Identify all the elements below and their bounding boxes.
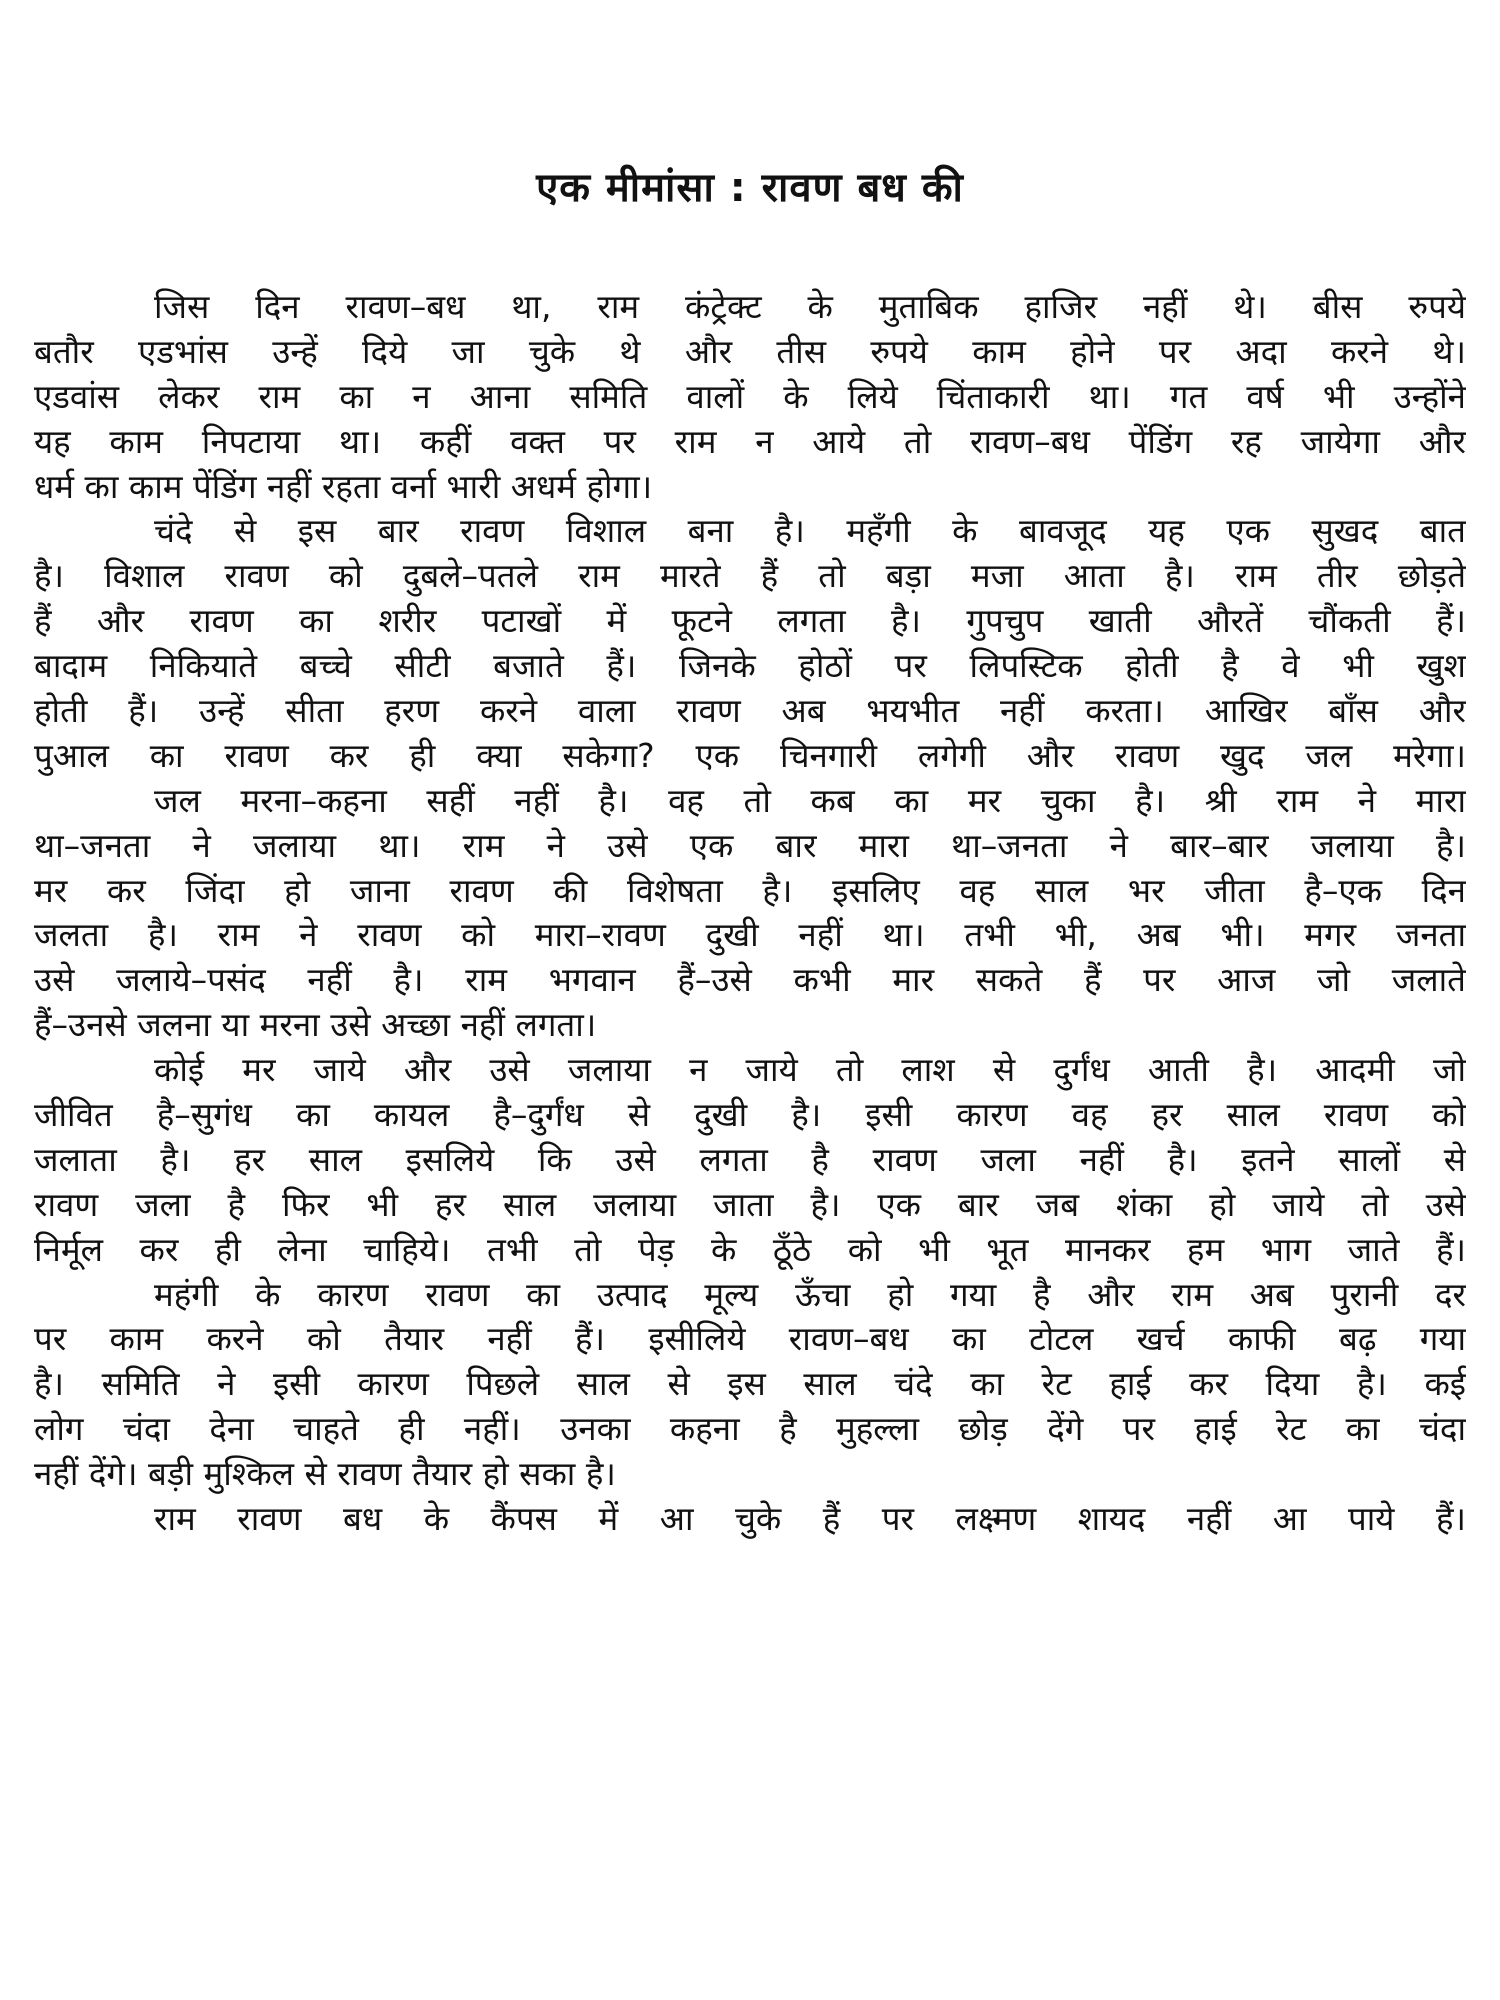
text-line: जल मरना–कहना सहीं नहीं है। वह तो कब का मर चुका है। श्री राम ने मारा [154, 780, 1466, 820]
text-line: निर्मूल कर ही लेना चाहिये। तभी तो पेड़ के ठूँठे को भी भूत मानकर हम भाग जाते हैं। [34, 1229, 1466, 1269]
text-line: जलाता है। हर साल इसलिये कि उसे लगता है रावण जला नहीं है। इतने सालों से [34, 1139, 1466, 1179]
text-line: एडवांस लेकर राम का न आना समिति वालों के लिये चिंताकारी था। गत वर्ष भी उन्होंने [34, 376, 1466, 416]
text-line: हैं–उनसे जलना या मरना उसे अच्छा नहीं लगता। [34, 1005, 597, 1045]
text-line: राम रावण बध के कैंपस में आ चुके हैं पर लक्ष्मण शायद नहीं आ पाये हैं। [154, 1499, 1466, 1539]
text-line: रावण जला है फिर भी हर साल जलाया जाता है। एक बार जब शंका हो जाये तो उसे [34, 1184, 1466, 1224]
text-line: धर्म का काम पेंडिंग नहीं रहता वर्ना भारी अधर्म होगा। [34, 466, 653, 506]
text-line: पर काम करने को तैयार नहीं हैं। इसीलिये रावण–बध का टोटल खर्च काफी बढ़ गया [34, 1319, 1466, 1359]
text-line: लोग चंदा देना चाहते ही नहीं। उनका कहना है मुहल्ला छोड़ देंगे पर हाई रेट का चंदा [34, 1409, 1466, 1449]
text-line: है। समिति ने इसी कारण पिछले साल से इस साल चंदे का रेट हाई कर दिया है। कई [34, 1364, 1466, 1404]
text-line: था–जनता ने जलाया था। राम ने उसे एक बार मारा था–जनता ने बार–बार जलाया है। [34, 825, 1466, 865]
text-line: है। विशाल रावण को दुबले–पतले राम मारते हैं तो बड़ा मजा आता है। राम तीर छोड़ते [34, 556, 1466, 596]
text-line: होती हैं। उन्हें सीता हरण करने वाला रावण अब भयभीत नहीं करता। आखिर बाँस और [34, 691, 1466, 731]
text-line: नहीं देंगे। बड़ी मुश्किल से रावण तैयार हो सका है। [34, 1454, 616, 1494]
paragraph-3 [34, 779, 1466, 1048]
text-line: बादाम निकियाते बच्चे सीटी बजाते हैं। जिनके होठों पर लिपस्टिक होती है वे भी खुश [34, 646, 1466, 686]
text-line: जीवित है–सुगंध का कायल है–दुर्गंध से दुखी है। इसी कारण वह हर साल रावण को [34, 1095, 1466, 1135]
text-line: मर कर जिंदा हो जाना रावण की विशेषता है। इसलिए वह साल भर जीता है–एक दिन [34, 870, 1466, 910]
page-title: एक मीमांसा : रावण बध की [536, 165, 964, 211]
text-line: बतौर एडभांस उन्हें दिये जा चुके थे और तीस रुपये काम होने पर अदा करने थे। [34, 331, 1466, 371]
text-line: उसे जलाये–पसंद नहीं है। राम भगवान हैं–उसे कभी मार सकते हैं पर आज जो जलाते [34, 960, 1466, 1000]
body-text [34, 285, 1466, 1542]
text-line: कोई मर जाये और उसे जलाया न जाये तो लाश से दुर्गंध आती है। आदमी जो [154, 1050, 1466, 1090]
paragraph-4 [34, 1048, 1466, 1272]
text-line: जिस दिन रावण–बध था, राम कंट्रेक्ट के मुताबिक हाजिर नहीं थे। बीस रुपये [154, 287, 1466, 326]
text-line: जलता है। राम ने रावण को मारा–रावण दुखी नहीं था। तभी भी, अब भी। मगर जनता [34, 915, 1466, 955]
text-line: चंदे से इस बार रावण विशाल बना है। महँगी के बावजूद यह एक सुखद बात [154, 511, 1466, 551]
text-line: पुआल का रावण कर ही क्या सकेगा? एक चिनगारी लगेगी और रावण खुद जल मरेगा। [34, 735, 1466, 775]
text-line: महंगी के कारण रावण का उत्पाद मूल्य ऊँचा हो गया है और राम अब पुरानी दर [154, 1274, 1466, 1314]
paragraph-6 [34, 1497, 1466, 1542]
text-line: हैं और रावण का शरीर पटाखों में फूटने लगता है। गुपचुप खाती औरतें चौंकती हैं। [34, 601, 1466, 641]
text-line: यह काम निपटाया था। कहीं वक्त पर राम न आये तो रावण–बध पेंडिंग रह जायेगा और [34, 421, 1466, 461]
paragraph-1 [34, 285, 1466, 509]
paragraph-2 [34, 509, 1466, 778]
paragraph-5 [34, 1273, 1466, 1497]
